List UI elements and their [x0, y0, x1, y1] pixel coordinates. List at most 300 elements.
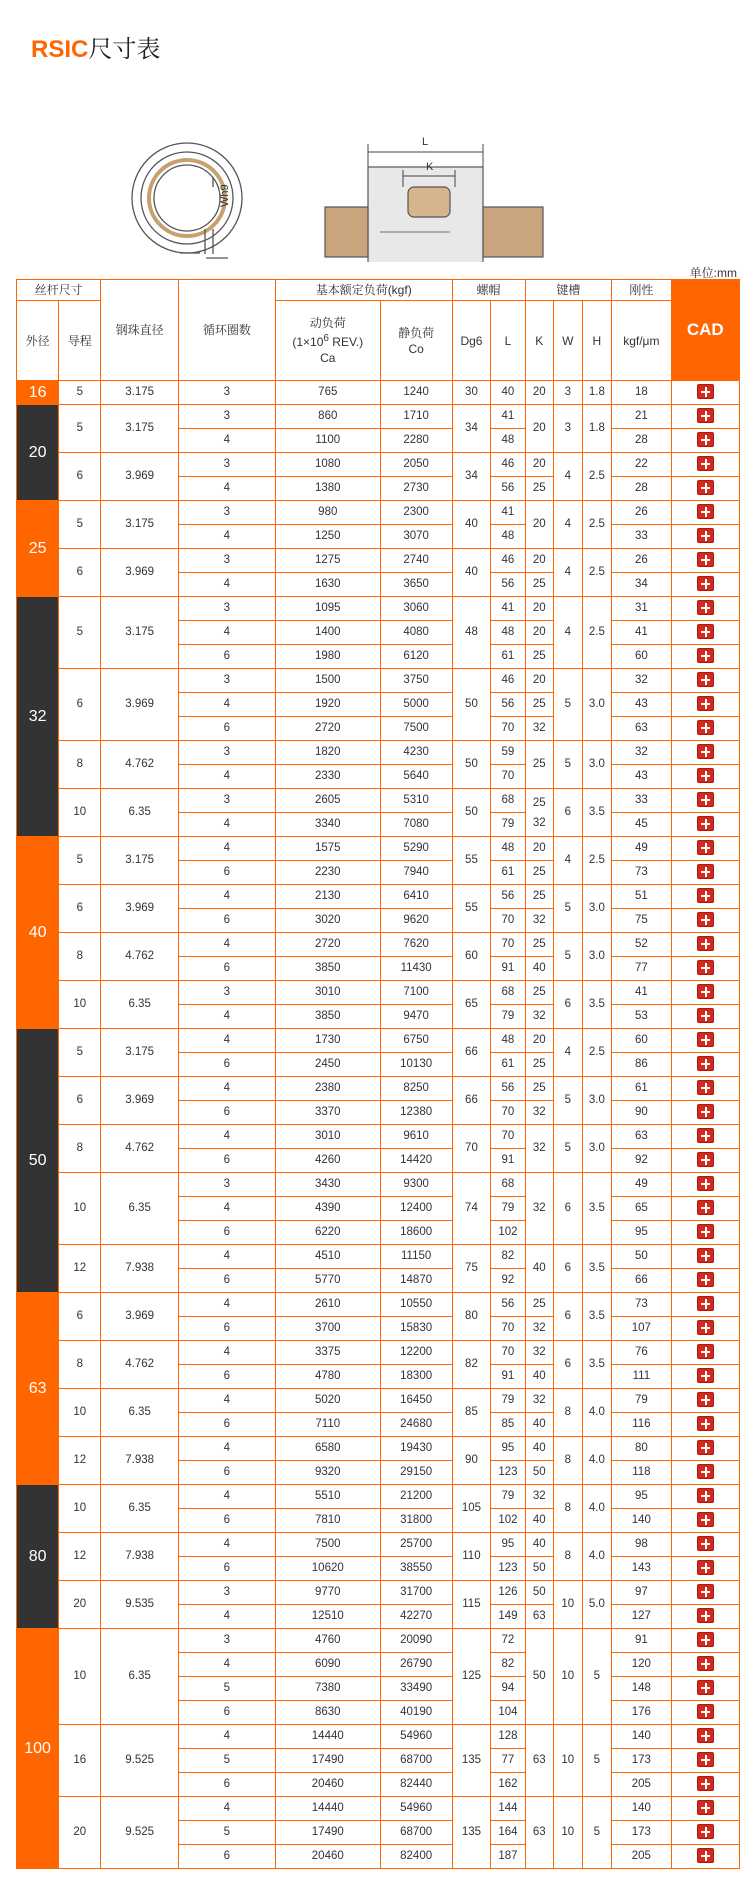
- table-row: [17, 1341, 740, 1365]
- cad-download-icon[interactable]: [697, 1536, 714, 1551]
- keyway-h-cell: 3.0: [582, 741, 612, 789]
- dg6-cell: 50: [452, 789, 491, 837]
- ball-diameter-cell: 4.762: [101, 1341, 179, 1389]
- cad-download-icon[interactable]: [697, 1488, 714, 1503]
- length-cell: 79: [491, 1389, 525, 1413]
- keyway-w-cell: 4: [554, 549, 583, 597]
- rigidity-cell: 50: [612, 1245, 671, 1269]
- cad-download-icon[interactable]: [697, 1440, 714, 1455]
- cad-download-icon[interactable]: [697, 528, 714, 543]
- rigidity-cell: 173: [612, 1821, 671, 1845]
- dynamic-load-cell: 20460: [275, 1845, 380, 1869]
- static-load-cell: 3650: [380, 573, 452, 597]
- keyway-h-cell: 3.5: [582, 1245, 612, 1293]
- dynamic-load-cell: 7500: [275, 1533, 380, 1557]
- rigidity-cell: 148: [612, 1677, 671, 1701]
- circuits-cell: 4: [178, 1245, 275, 1269]
- cad-download-icon[interactable]: [697, 1680, 714, 1695]
- cad-download-icon[interactable]: [697, 1656, 714, 1671]
- cad-cell: [671, 1653, 740, 1677]
- circuits-cell: 3: [178, 741, 275, 765]
- circuits-cell: 4: [178, 1797, 275, 1821]
- static-load-cell: 54960: [380, 1725, 452, 1749]
- keyway-w-cell: 10: [554, 1797, 583, 1869]
- cad-cell: [671, 1773, 740, 1797]
- circuits-cell: 6: [178, 1557, 275, 1581]
- cad-cell: [671, 1341, 740, 1365]
- keyway-k-cell: 40: [525, 1437, 554, 1461]
- circuits-cell: 6: [178, 1101, 275, 1125]
- cad-download-icon[interactable]: [697, 1416, 714, 1431]
- cad-download-icon[interactable]: [697, 1632, 714, 1647]
- static-load-cell: 1240: [380, 381, 452, 405]
- rigidity-cell: 73: [612, 861, 671, 885]
- keyway-w-cell: 4: [554, 597, 583, 669]
- static-load-cell: 12200: [380, 1341, 452, 1365]
- cad-download-icon[interactable]: [697, 1368, 714, 1383]
- cad-download-icon[interactable]: [697, 1248, 714, 1263]
- outer-diameter-cell: 63: [17, 1293, 59, 1485]
- static-load-cell: 10550: [380, 1293, 452, 1317]
- dynamic-load-cell: 1980: [275, 645, 380, 669]
- dg6-cell: 50: [452, 669, 491, 741]
- dynamic-load-cell: 1095: [275, 597, 380, 621]
- keyway-k-cell: 25: [525, 693, 554, 717]
- cad-download-icon[interactable]: [697, 1392, 714, 1407]
- keyway-h-cell: 2.5: [582, 1029, 612, 1077]
- static-load-cell: 2050: [380, 453, 452, 477]
- rigidity-cell: 63: [612, 1125, 671, 1149]
- lead-cell: 20: [59, 1797, 101, 1869]
- keyway-k-cell: 20: [525, 621, 554, 645]
- dynamic-load-cell: 3700: [275, 1317, 380, 1341]
- circuits-cell: 5: [178, 1749, 275, 1773]
- rigidity-cell: 66: [612, 1269, 671, 1293]
- dynamic-load-cell: 20460: [275, 1773, 380, 1797]
- rigidity-cell: 140: [612, 1509, 671, 1533]
- cad-download-icon[interactable]: [697, 1464, 714, 1479]
- keyway-h-cell: 3.0: [582, 669, 612, 741]
- ball-diameter-cell: 6.35: [101, 1389, 179, 1437]
- dynamic-load-cell: 2720: [275, 717, 380, 741]
- static-load-cell: 1710: [380, 405, 452, 429]
- length-cell: 128: [491, 1725, 525, 1749]
- keyway-w-cell: 8: [554, 1533, 583, 1581]
- cad-download-icon[interactable]: [697, 1200, 714, 1215]
- cad-cell: [671, 1077, 740, 1101]
- keyway-k-cell: 20: [525, 837, 554, 861]
- dg6-cell: 85: [452, 1389, 491, 1437]
- cad-cell: [671, 861, 740, 885]
- cad-download-icon[interactable]: [697, 1128, 714, 1143]
- dynamic-load-cell: 4510: [275, 1245, 380, 1269]
- circuits-cell: 6: [178, 1509, 275, 1533]
- cad-download-icon[interactable]: [697, 600, 714, 615]
- keyway-h-cell: 3.0: [582, 885, 612, 933]
- cad-cell: [671, 1749, 740, 1773]
- cad-download-icon[interactable]: [697, 864, 714, 879]
- dynamic-load-cell: 2380: [275, 1077, 380, 1101]
- circuits-cell: 6: [178, 717, 275, 741]
- cad-download-icon[interactable]: [697, 1800, 714, 1815]
- cad-download-icon[interactable]: [697, 960, 714, 975]
- static-load-cell: 7620: [380, 933, 452, 957]
- length-cell: 149: [491, 1605, 525, 1629]
- lead-cell: 12: [59, 1245, 101, 1293]
- cad-cell: [671, 1053, 740, 1077]
- dynamic-load-cell: 765: [275, 381, 380, 405]
- dg6-cell: 74: [452, 1173, 491, 1245]
- side-view: [325, 167, 543, 262]
- circuits-cell: 4: [178, 1125, 275, 1149]
- cad-download-icon[interactable]: [697, 768, 714, 783]
- cad-cell: [671, 1509, 740, 1533]
- cad-cell: [671, 1557, 740, 1581]
- length-cell: 48: [491, 429, 525, 453]
- header-circuits: 循环圈数: [178, 280, 275, 381]
- keyway-k-cell: 40: [525, 957, 554, 981]
- static-load-cell: 14420: [380, 1149, 452, 1173]
- dynamic-load-cell: 3020: [275, 909, 380, 933]
- dyn-rev-a: (1×10: [292, 335, 324, 349]
- stat-co: Co: [408, 341, 424, 356]
- rigidity-cell: 173: [612, 1749, 671, 1773]
- circuits-cell: 4: [178, 693, 275, 717]
- static-load-cell: 38550: [380, 1557, 452, 1581]
- static-load-cell: 19430: [380, 1437, 452, 1461]
- cad-cell: [671, 1413, 740, 1437]
- dynamic-load-cell: 6220: [275, 1221, 380, 1245]
- dynamic-load-cell: 860: [275, 405, 380, 429]
- cad-cell: [671, 1389, 740, 1413]
- cad-download-icon[interactable]: [697, 792, 714, 807]
- cad-cell: [671, 525, 740, 549]
- length-cell: 56: [491, 573, 525, 597]
- rigidity-cell: 76: [612, 1341, 671, 1365]
- table-row: [17, 1389, 740, 1413]
- circuits-cell: 5: [178, 1677, 275, 1701]
- length-cell: 85: [491, 1413, 525, 1437]
- rigidity-cell: 60: [612, 1029, 671, 1053]
- length-cell: 56: [491, 1077, 525, 1101]
- cad-download-icon[interactable]: [697, 1224, 714, 1239]
- static-load-cell: 4080: [380, 621, 452, 645]
- keyway-w-cell: 4: [554, 837, 583, 885]
- cad-download-icon[interactable]: [697, 1080, 714, 1095]
- cad-download-icon[interactable]: [697, 432, 714, 447]
- rigidity-cell: 22: [612, 453, 671, 477]
- circuits-cell: 6: [178, 1701, 275, 1725]
- header-dynamic: [275, 301, 380, 381]
- title-suffix: 尺寸表: [88, 35, 161, 63]
- length-cell: 59: [491, 741, 525, 765]
- cad-cell: [671, 765, 740, 789]
- static-load-cell: 24680: [380, 1413, 452, 1437]
- keyway-k-cell: 32: [525, 1389, 554, 1413]
- length-cell: 46: [491, 669, 525, 693]
- lead-cell: 10: [59, 1173, 101, 1245]
- rigidity-cell: 34: [612, 573, 671, 597]
- keyway-w-cell: 6: [554, 1293, 583, 1341]
- cad-download-icon[interactable]: [697, 1704, 714, 1719]
- static-load-cell: 29150: [380, 1461, 452, 1485]
- cad-download-icon[interactable]: [697, 456, 714, 471]
- cad-download-icon[interactable]: [697, 1104, 714, 1119]
- cad-download-icon[interactable]: [697, 1824, 714, 1839]
- length-cell: 91: [491, 957, 525, 981]
- ball-diameter-cell: 3.969: [101, 885, 179, 933]
- table-row: [17, 885, 740, 909]
- cad-download-icon[interactable]: [697, 648, 714, 663]
- header-od: 外径: [17, 301, 59, 381]
- length-cell: 123: [491, 1557, 525, 1581]
- dg6-cell: 82: [452, 1341, 491, 1389]
- cad-download-icon[interactable]: [697, 744, 714, 759]
- cad-download-icon[interactable]: [697, 504, 714, 519]
- keyway-w-cell: 6: [554, 789, 583, 837]
- cad-cell: [671, 1125, 740, 1149]
- dynamic-load-cell: 2230: [275, 861, 380, 885]
- cad-download-icon[interactable]: [697, 1320, 714, 1335]
- cad-download-icon[interactable]: [697, 816, 714, 831]
- static-load-cell: 31800: [380, 1509, 452, 1533]
- L-label: L: [422, 136, 429, 148]
- header-load: 基本额定负荷(kgf): [275, 280, 452, 301]
- cad-download-icon[interactable]: [697, 624, 714, 639]
- circuits-cell: 3: [178, 1173, 275, 1197]
- cad-download-icon[interactable]: [697, 888, 714, 903]
- static-load-cell: 3060: [380, 597, 452, 621]
- cad-download-icon[interactable]: [697, 1296, 714, 1311]
- length-cell: 48: [491, 525, 525, 549]
- nut-drawing: [120, 72, 680, 262]
- keyway-w-cell: 10: [554, 1725, 583, 1797]
- cad-cell: [671, 597, 740, 621]
- table-row: [17, 1437, 740, 1461]
- cad-cell: [671, 1725, 740, 1749]
- cad-cell: [671, 669, 740, 693]
- keyway-k-cell: 40: [525, 1533, 554, 1557]
- keyway-h-cell: 2.5: [582, 549, 612, 597]
- keyway-k-cell: 20: [525, 549, 554, 573]
- keyway-h-cell: 1.8: [582, 381, 612, 405]
- keyway-h-cell: 4.0: [582, 1485, 612, 1533]
- static-load-cell: 31700: [380, 1581, 452, 1605]
- keyway-k-cell: 25: [525, 933, 554, 957]
- dg6-cell: 80: [452, 1293, 491, 1341]
- length-cell: 95: [491, 1437, 525, 1461]
- cad-cell: [671, 549, 740, 573]
- dynamic-load-cell: 8630: [275, 1701, 380, 1725]
- keyway-h-cell: 3.5: [582, 1341, 612, 1389]
- keyway-k-cell: 32: [525, 1173, 554, 1245]
- circuits-cell: 6: [178, 861, 275, 885]
- circuits-cell: 4: [178, 621, 275, 645]
- ball-diameter-cell: 3.175: [101, 501, 179, 549]
- cad-download-icon[interactable]: [697, 912, 714, 927]
- cad-cell: [671, 381, 740, 405]
- rigidity-cell: 140: [612, 1725, 671, 1749]
- cad-download-icon[interactable]: [697, 1776, 714, 1791]
- cad-download-icon[interactable]: [697, 1032, 714, 1047]
- keyway-k-cell: 63: [525, 1725, 554, 1797]
- static-load-cell: 6750: [380, 1029, 452, 1053]
- rigidity-cell: 75: [612, 909, 671, 933]
- header-cad: CAD: [671, 280, 740, 381]
- rigidity-cell: 95: [612, 1221, 671, 1245]
- cad-cell: [671, 621, 740, 645]
- rigidity-cell: 26: [612, 549, 671, 573]
- lead-cell: 20: [59, 1581, 101, 1629]
- cad-cell: [671, 1797, 740, 1821]
- static-load-cell: 9300: [380, 1173, 452, 1197]
- keyway-k-cell: 50: [525, 1557, 554, 1581]
- cad-download-icon[interactable]: [697, 696, 714, 711]
- cad-cell: [671, 1677, 740, 1701]
- circuits-cell: 4: [178, 1605, 275, 1629]
- keyway-w-cell: 6: [554, 1341, 583, 1389]
- cad-cell: [671, 1245, 740, 1269]
- cad-download-icon[interactable]: [697, 840, 714, 855]
- length-cell: 46: [491, 453, 525, 477]
- dynamic-load-cell: 7380: [275, 1677, 380, 1701]
- length-cell: 79: [491, 1485, 525, 1509]
- lead-cell: 5: [59, 381, 101, 405]
- circuits-cell: 3: [178, 981, 275, 1005]
- ball-diameter-cell: 6.35: [101, 1173, 179, 1245]
- circuits-cell: 4: [178, 1437, 275, 1461]
- dynamic-load-cell: 7110: [275, 1413, 380, 1437]
- lead-cell: 12: [59, 1533, 101, 1581]
- lead-cell: 12: [59, 1437, 101, 1485]
- ball-diameter-cell: 6.35: [101, 981, 179, 1029]
- cad-download-icon[interactable]: [697, 1560, 714, 1575]
- circuits-cell: 6: [178, 1365, 275, 1389]
- dg6-cell: 40: [452, 549, 491, 597]
- circuits-cell: 6: [178, 1149, 275, 1173]
- keyway-w-cell: 5: [554, 933, 583, 981]
- length-cell: 94: [491, 1677, 525, 1701]
- circuits-cell: 3: [178, 549, 275, 573]
- static-load-cell: 25700: [380, 1533, 452, 1557]
- cad-download-icon[interactable]: [697, 1056, 714, 1071]
- keyway-h-cell: 1.8: [582, 405, 612, 453]
- rigidity-cell: 140: [612, 1797, 671, 1821]
- rigidity-cell: 120: [612, 1653, 671, 1677]
- static-load-cell: 26790: [380, 1653, 452, 1677]
- length-cell: 48: [491, 621, 525, 645]
- static-load-cell: 2740: [380, 549, 452, 573]
- keyway-k-cell: 25: [525, 861, 554, 885]
- dg6-cell: 55: [452, 837, 491, 885]
- cad-download-icon[interactable]: [697, 576, 714, 591]
- ball-diameter-cell: 3.969: [101, 453, 179, 501]
- cad-download-icon[interactable]: [697, 1272, 714, 1287]
- rigidity-cell: 73: [612, 1293, 671, 1317]
- cad-cell: [671, 1605, 740, 1629]
- table-row: [17, 1173, 740, 1197]
- dg6-cell: 60: [452, 933, 491, 981]
- length-cell: 41: [491, 597, 525, 621]
- static-load-cell: 42270: [380, 1605, 452, 1629]
- rigidity-cell: 127: [612, 1605, 671, 1629]
- cad-download-icon[interactable]: [697, 936, 714, 951]
- cad-download-icon[interactable]: [697, 1728, 714, 1743]
- dynamic-load-cell: 4390: [275, 1197, 380, 1221]
- header-rig-unit: kgf/μm: [612, 301, 671, 381]
- cad-download-icon[interactable]: [697, 1344, 714, 1359]
- keyway-k-cell: 25: [525, 1053, 554, 1077]
- static-load-cell: 5640: [380, 765, 452, 789]
- circuits-cell: 4: [178, 429, 275, 453]
- table-row: [17, 1029, 740, 1053]
- cad-download-icon[interactable]: [697, 1152, 714, 1167]
- cad-cell: [671, 1005, 740, 1029]
- outer-diameter-cell: 16: [17, 381, 59, 405]
- length-cell: 70: [491, 765, 525, 789]
- cad-download-icon[interactable]: [697, 1752, 714, 1767]
- cad-download-icon[interactable]: [697, 1008, 714, 1023]
- header-screw: 丝杆尺寸: [17, 280, 101, 301]
- outer-diameter-cell: 80: [17, 1485, 59, 1629]
- cad-download-icon[interactable]: [697, 672, 714, 687]
- cad-download-icon[interactable]: [697, 1608, 714, 1623]
- keyway-w-cell: 5: [554, 741, 583, 789]
- header-dg6: Dg6: [452, 301, 491, 381]
- dynamic-load-cell: 4260: [275, 1149, 380, 1173]
- static-load-cell: 3070: [380, 525, 452, 549]
- dynamic-load-cell: 1100: [275, 429, 380, 453]
- cad-download-icon[interactable]: [697, 984, 714, 999]
- cad-download-icon[interactable]: [697, 720, 714, 735]
- cad-download-icon[interactable]: [697, 1512, 714, 1527]
- dynamic-load-cell: 3010: [275, 981, 380, 1005]
- cad-download-icon[interactable]: [697, 408, 714, 423]
- keyway-h-cell: 5.0: [582, 1581, 612, 1629]
- dynamic-load-cell: 1730: [275, 1029, 380, 1053]
- cad-download-icon[interactable]: [697, 1176, 714, 1191]
- unit-label: 单位:mm: [689, 266, 737, 280]
- rigidity-cell: 65: [612, 1197, 671, 1221]
- static-load-cell: 10130: [380, 1053, 452, 1077]
- static-load-cell: 11150: [380, 1245, 452, 1269]
- dynamic-load-cell: 2610: [275, 1293, 380, 1317]
- stat-label: 静负荷: [398, 325, 435, 340]
- cad-download-icon[interactable]: [697, 552, 714, 567]
- keyway-w-cell: 6: [554, 1173, 583, 1245]
- cad-cell: [671, 1293, 740, 1317]
- static-load-cell: 2300: [380, 501, 452, 525]
- rigidity-cell: 95: [612, 1485, 671, 1509]
- rigidity-cell: 28: [612, 429, 671, 453]
- dynamic-load-cell: 5510: [275, 1485, 380, 1509]
- keyway-k-cell: 32: [525, 717, 554, 741]
- dg6-cell: 40: [452, 501, 491, 549]
- dynamic-load-cell: 1080: [275, 453, 380, 477]
- cad-download-icon[interactable]: [697, 1584, 714, 1599]
- keyway-w-cell: 4: [554, 1029, 583, 1077]
- rigidity-cell: 32: [612, 669, 671, 693]
- keyway-w-cell: 5: [554, 1125, 583, 1173]
- lead-cell: 5: [59, 1029, 101, 1077]
- rigidity-cell: 51: [612, 885, 671, 909]
- circuits-cell: 6: [178, 1845, 275, 1869]
- cad-download-icon[interactable]: [697, 1848, 714, 1863]
- cad-download-icon[interactable]: [697, 384, 714, 399]
- table-row: [17, 381, 740, 405]
- cad-download-icon[interactable]: [697, 480, 714, 495]
- cad-cell: [671, 645, 740, 669]
